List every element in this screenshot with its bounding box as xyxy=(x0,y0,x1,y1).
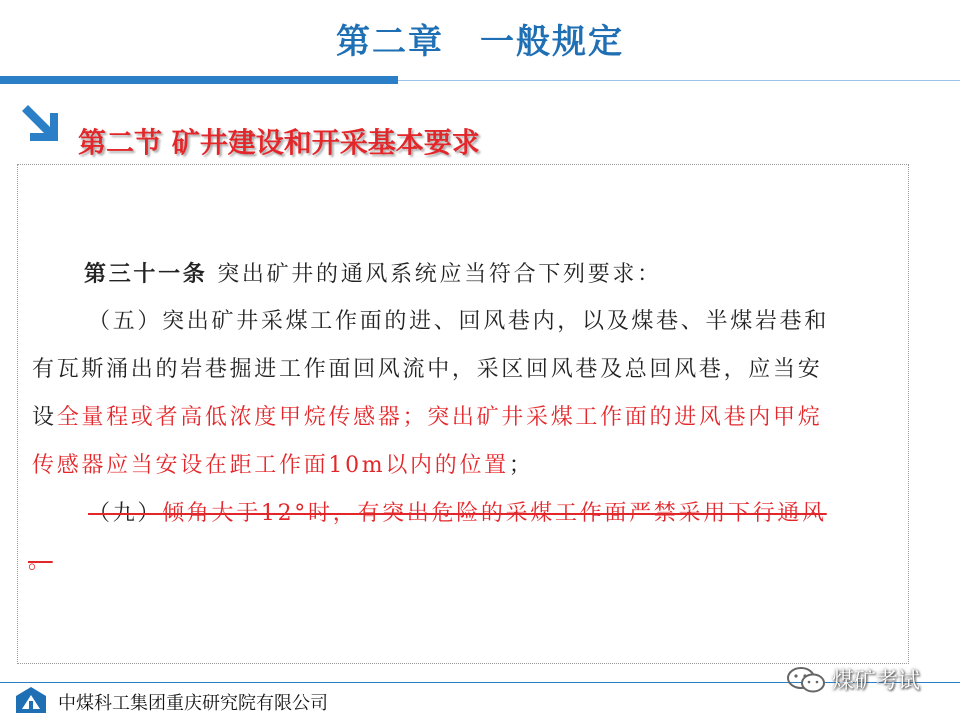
paragraph-5-line-4 xyxy=(32,442,534,490)
paragraph-5-line-3-prefix: 设 xyxy=(32,405,57,430)
arrow-down-right-icon xyxy=(18,101,64,147)
watermark xyxy=(786,662,956,696)
article-heading xyxy=(84,250,662,299)
paragraph-9-deleted-end: 。 xyxy=(28,549,53,574)
article-number: 第三十一条 xyxy=(84,261,208,287)
highlighted-requirement-cont: 传感器应当安设在距工作面10m以内的位置 xyxy=(32,453,509,478)
section-title: 第二节 矿井建设和开采基本要求 xyxy=(78,126,480,159)
paragraph-5-line-4-end: ； xyxy=(508,453,534,478)
article-intro: 突出矿井的通风系统应当符合下列要求： xyxy=(207,262,662,287)
paragraph-9-label: （九） xyxy=(88,501,163,526)
header-accent-bar xyxy=(0,76,398,84)
paragraph-5-line-2: 有瓦斯涌出的岩巷掘进工作面回风流中，采区回风巷及总回风巷，应当安 xyxy=(32,357,823,382)
paragraph-5-line-1: （五）突出矿井采煤工作面的进、回风巷内，以及煤巷、半煤岩巷和 xyxy=(88,309,830,334)
company-logo-icon xyxy=(14,685,48,715)
page-title: 第二章 一般规定 xyxy=(336,22,624,62)
organization-name: 中煤科工集团重庆研究院有限公司 xyxy=(58,693,328,714)
paragraph-9-text: 倾角大于12°时，有突出危险的采煤工作面严禁采用下行通风 xyxy=(162,501,827,526)
paragraph-5-line-3 xyxy=(32,394,822,442)
watermark-text: 煤矿考试 xyxy=(832,669,921,694)
highlighted-requirement: 全量程或者高低浓度甲烷传感器；突出矿井采煤工作面的进风巷内甲烷 xyxy=(56,405,823,430)
header-divider xyxy=(398,80,960,81)
wechat-icon xyxy=(786,666,826,694)
paragraph-9-deleted xyxy=(88,490,827,538)
